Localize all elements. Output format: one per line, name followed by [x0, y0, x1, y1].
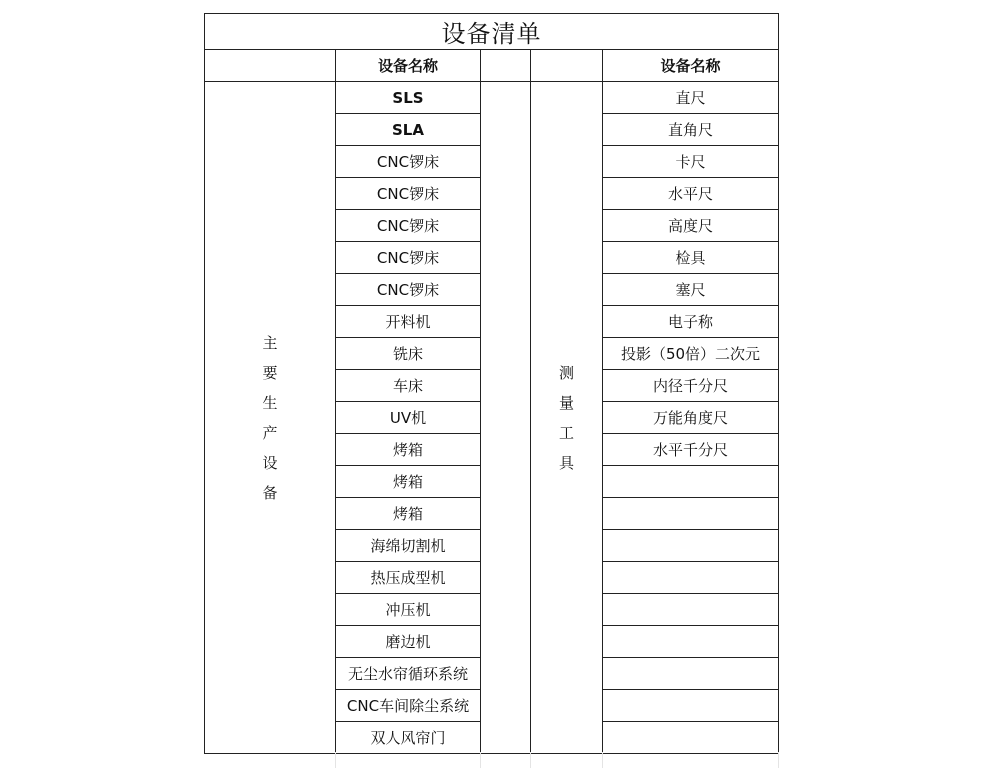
right-item-cell	[603, 594, 779, 626]
left-item-cell: 开料机	[336, 306, 481, 338]
left-item-cell: 烤箱	[336, 498, 481, 530]
right-item-cell: 水平千分尺	[603, 434, 779, 466]
gridline	[530, 752, 531, 768]
header-row	[205, 50, 779, 82]
right-item-cell: 内径千分尺	[603, 370, 779, 402]
title-row	[205, 14, 779, 50]
left-item-cell: SLS	[336, 82, 481, 114]
left-item-cell: 车床	[336, 370, 481, 402]
gridline	[778, 752, 779, 768]
left-item-cell: 无尘水帘循环系统	[336, 658, 481, 690]
left-item-cell: CNC锣床	[336, 210, 481, 242]
gridline	[335, 752, 336, 768]
right-item-cell: 电子称	[603, 306, 779, 338]
equipment-table	[204, 13, 779, 754]
right-item-cell	[603, 498, 779, 530]
empty-header-cell	[205, 50, 336, 82]
right-item-cell	[603, 466, 779, 498]
sheet-title: 设备清单	[205, 14, 779, 50]
right-item-cell	[603, 690, 779, 722]
left-item-cell: SLA	[336, 114, 481, 146]
right-item-cell: 水平尺	[603, 178, 779, 210]
spacer-header-cell	[481, 50, 531, 82]
right-item-cell: 卡尺	[603, 146, 779, 178]
left-item-cell: 热压成型机	[336, 562, 481, 594]
left-item-cell: 烤箱	[336, 434, 481, 466]
gridline	[480, 752, 481, 768]
right-item-cell: 塞尺	[603, 274, 779, 306]
right-item-cell: 检具	[603, 242, 779, 274]
left-item-cell: CNC锣床	[336, 242, 481, 274]
right-item-cell	[603, 562, 779, 594]
left-item-cell: 磨边机	[336, 626, 481, 658]
equipment-sheet	[204, 13, 779, 754]
left-item-cell: 烤箱	[336, 466, 481, 498]
right-category-label	[531, 82, 603, 754]
gridline	[602, 752, 603, 768]
left-item-cell: CNC车间除尘系统	[336, 690, 481, 722]
left-item-cell: CNC锣床	[336, 178, 481, 210]
right-item-cell: 投影（50倍）二次元	[603, 338, 779, 370]
right-item-cell: 万能角度尺	[603, 402, 779, 434]
left-item-cell: 双人风帘门	[336, 722, 481, 754]
left-item-cell: 铣床	[336, 338, 481, 370]
right-item-cell: 高度尺	[603, 210, 779, 242]
right-item-cell	[603, 658, 779, 690]
left-item-cell: 冲压机	[336, 594, 481, 626]
right-item-cell	[603, 626, 779, 658]
right-column-header: 设备名称	[603, 50, 779, 82]
right-category-text: 测量工具	[558, 363, 574, 472]
right-item-cell	[603, 530, 779, 562]
table-row	[205, 82, 779, 114]
left-category-text: 主要生产设备	[262, 333, 278, 502]
spacer-column	[481, 82, 531, 754]
right-item-cell: 直角尺	[603, 114, 779, 146]
left-item-cell: 海绵切割机	[336, 530, 481, 562]
left-category-label	[205, 82, 336, 754]
right-item-cell	[603, 722, 779, 754]
left-item-cell: CNC锣床	[336, 146, 481, 178]
left-item-cell: UV机	[336, 402, 481, 434]
left-column-header: 设备名称	[336, 50, 481, 82]
right-item-cell: 直尺	[603, 82, 779, 114]
empty-header-cell	[531, 50, 603, 82]
left-item-cell: CNC锣床	[336, 274, 481, 306]
